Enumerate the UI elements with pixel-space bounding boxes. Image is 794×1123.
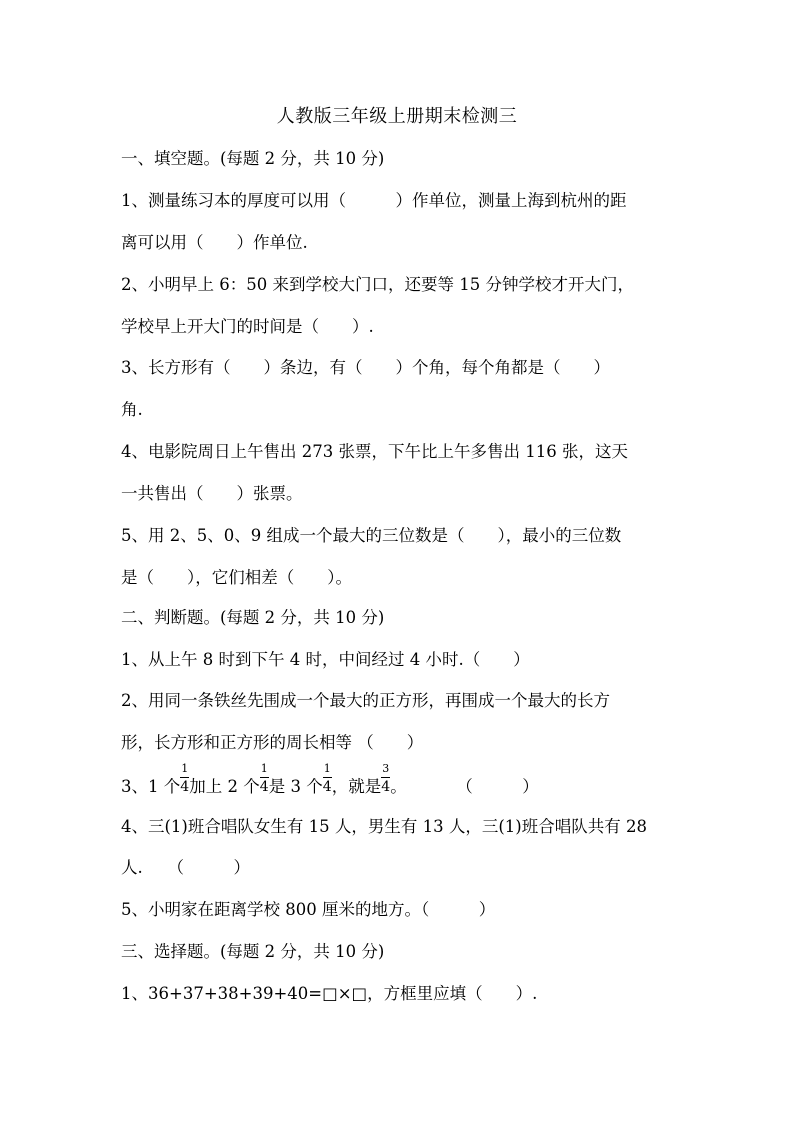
fraction-one-quarter	[259, 762, 269, 799]
question-4-line-1: 4、电影院周日上午售出 273 张票，下午比上午多售出 116 张，这天	[121, 442, 628, 461]
judgement-3-text-1: 3、1 个	[121, 777, 181, 796]
question-3-line-2: 角.	[121, 400, 143, 419]
question-5-line-2: 是（ ），它们相差（ ）。	[121, 568, 352, 587]
fraction-numerator: 3	[382, 762, 390, 775]
judgement-3	[121, 762, 539, 799]
question-2-line-2: 学校早上开大门的时间是（ ）.	[121, 317, 374, 336]
section-header-fill-in: 一、填空题。(每题 2 分，共 10 分)	[121, 149, 385, 168]
question-1-line-1: 1、测量练习本的厚度可以用（ ）作单位，测量上海到杭州的距	[121, 191, 627, 210]
judgement-2-line-1: 2、用同一条铁丝先围成一个最大的正方形，再围成一个最大的长方	[121, 691, 610, 710]
judgement-3-text-5: 。 （ ）	[390, 777, 539, 796]
fraction-denominator: 4	[322, 779, 332, 795]
judgement-2-line-2: 形，长方形和正方形的周长相等 （ ）	[121, 733, 424, 752]
fraction-numerator: 1	[323, 762, 331, 775]
question-2-line-1: 2、小明早上 6：50 来到学校大门口，还要等 15 分钟学校才开大门，	[121, 275, 634, 294]
choice-1: 1、36+37+38+39+40=□×□，方框里应填（ ）.	[121, 984, 538, 1003]
fraction-denominator: 4	[180, 779, 190, 795]
fraction-numerator: 1	[181, 762, 189, 775]
fraction-one-quarter	[180, 762, 190, 799]
judgement-1: 1、从上午 8 时到下午 4 时，中间经过 4 小时.（ ）	[121, 650, 530, 669]
section-header-judgement: 二、判断题。(每题 2 分，共 10 分)	[121, 608, 385, 627]
judgement-4-line-1: 4、三(1)班合唱队女生有 15 人，男生有 13 人，三(1)班合唱队共有 28	[121, 817, 647, 836]
question-3-line-1: 3、长方形有（ ）条边，有（ ）个角，每个角都是（ ）	[121, 358, 610, 377]
judgement-4-line-2: 人. （ ）	[121, 858, 250, 877]
question-1-line-2: 离可以用（ ）作单位.	[121, 233, 308, 252]
question-4-line-2: 一共售出（ ）张票。	[121, 484, 303, 503]
fraction-numerator: 1	[260, 762, 268, 775]
judgement-3-text-4: ，就是	[331, 777, 382, 796]
judgement-5: 5、小明家在距离学校 800 厘米的地方。（ ）	[121, 900, 496, 919]
judgement-3-text-3: 是 3 个	[268, 777, 323, 796]
fraction-one-quarter	[322, 762, 332, 799]
fraction-denominator: 4	[381, 779, 391, 795]
question-5-line-1: 5、用 2、5、0、9 组成一个最大的三位数是（ ），最小的三位数	[121, 526, 622, 545]
section-header-multiple-choice: 三、选择题。(每题 2 分，共 10 分)	[121, 942, 385, 961]
fraction-denominator: 4	[259, 779, 269, 795]
judgement-3-text-2: 加上 2 个	[189, 777, 260, 796]
fraction-three-quarters	[381, 762, 391, 799]
page-title: 人教版三年级上册期末检测三	[276, 106, 518, 127]
